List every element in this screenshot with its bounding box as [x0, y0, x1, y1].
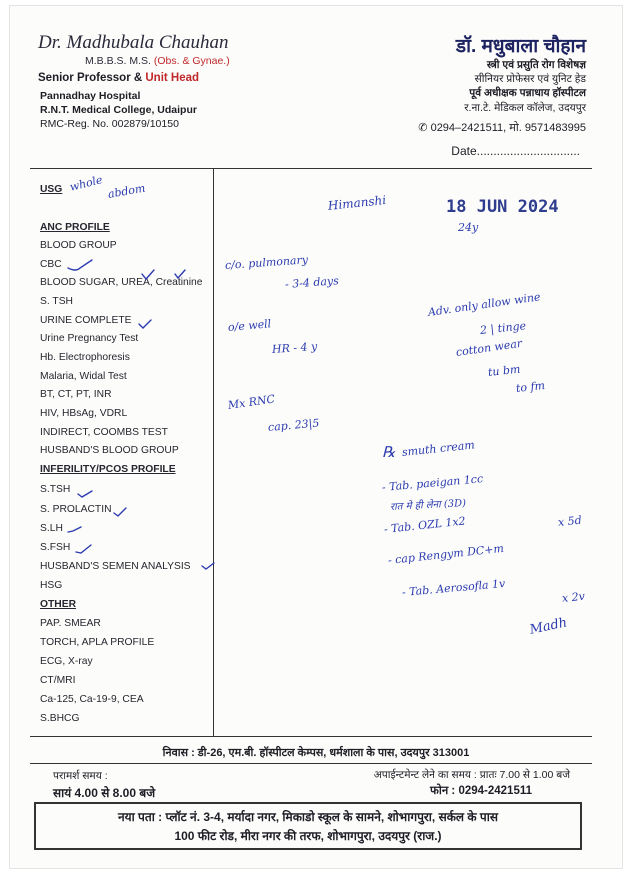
date-field: Date............................... — [451, 144, 580, 158]
hospital-name: Pannadhay Hospital — [40, 90, 141, 102]
test-bt-ct-pt: BT, CT, PT, INR — [40, 389, 112, 400]
test-s-fsh: S.FSH — [40, 542, 71, 553]
test-cbc: CBC — [40, 259, 62, 270]
hw-usg-note-1: whole — [68, 173, 104, 194]
consultation-time: सायं 4.00 से 8.00 बजे — [53, 786, 156, 800]
test-blood-sugar: BLOOD SUGAR, UREA, Creatinine — [40, 277, 203, 288]
other-heading: OTHER — [40, 599, 77, 610]
hw-advice-3: cotton wear — [455, 336, 523, 359]
tick-infert-tsh — [78, 491, 92, 497]
college-hi: र.ना.टे. मेडिकल कॉलेज, उदयपुर — [464, 102, 586, 114]
test-ct-mri: CT/MRI — [40, 675, 76, 686]
tick-creatinine — [175, 270, 185, 278]
hw-history: HR - 4 y — [271, 339, 318, 356]
consultation-label: परामर्श समय : — [53, 770, 108, 782]
hw-advice-1: Adv. only allow wine — [427, 290, 542, 319]
college-name: R.N.T. Medical College, Udaipur — [40, 104, 197, 116]
test-hsg: HSG — [40, 580, 63, 591]
hw-med-1: smuth cream — [401, 438, 476, 459]
hw-advice-2: 2 | tinge — [479, 319, 527, 337]
handwritten-ticks — [10, 6, 230, 606]
hw-complaint: c/o. pulmonary — [224, 253, 309, 272]
footer-phone: फोन : 0294-2421511 — [430, 785, 532, 797]
residence-address: निवास : डी-26, एम.बी. हॉस्पीटल केम्पस, धर्मशाला के पास, उदयपुर 313001 — [162, 747, 470, 759]
test-pap-smear: PAP. SMEAR — [40, 618, 101, 629]
tick-urea — [142, 270, 154, 279]
ex-superintendent-hi: पूर्व अधीक्षक पन्नाधाय हॉस्पीटल — [469, 87, 586, 99]
quals-specialty: (Obs. & Gynae.) — [153, 55, 230, 67]
footer-divider — [30, 763, 592, 764]
test-malaria-widal: Malaria, Widal Test — [40, 371, 127, 382]
hw-med-2: - Tab. paeigan 1cc — [381, 472, 484, 494]
test-bhcg: S.BHCG — [40, 713, 80, 724]
hw-patient-name: Himanshi — [327, 192, 387, 213]
test-urine-complete: URINE COMPLETE — [40, 315, 132, 326]
hw-med-2-note: रात मे ही लेना (3D) — [389, 498, 467, 513]
test-s-lh: S.LH — [40, 523, 63, 534]
hw-med-3: - Tab. OZL 1x2 — [383, 514, 467, 536]
test-ecg-xray: ECG, X-ray — [40, 656, 93, 667]
test-semen-analysis: HUSBAND'S SEMEN ANALYSIS — [40, 561, 191, 572]
test-hiv: HIV, HBsAg, VDRL — [40, 408, 128, 419]
hw-advice-5: to fm — [515, 378, 546, 395]
tick-lh — [68, 527, 81, 532]
prescription-sheet — [10, 6, 622, 868]
hw-duration: - 3-4 days — [284, 274, 340, 291]
registration-number: RMC-Reg. No. 002879/10150 — [40, 118, 179, 130]
hw-exam: o/e well — [227, 317, 272, 334]
hw-rx-symbol: ℞ — [382, 443, 396, 461]
test-husband-blood-group: HUSBAND'S BLOOD GROUP — [40, 445, 179, 456]
hw-med-5-duration: x 2v — [561, 589, 586, 605]
specialty-hi: स्त्री एवं प्रसुति रोग विशेषज्ञ — [486, 59, 586, 71]
new-address-box — [34, 802, 582, 850]
doctor-name-en: Dr. Madhubala Chauhan — [38, 32, 229, 53]
test-hb-electrophoresis: Hb. Electrophoresis — [40, 352, 130, 363]
hw-med-4: - cap Rengym DC+m — [387, 541, 505, 567]
hw-med-5: - Tab. Aerosofla 1v — [401, 577, 506, 599]
tick-semen — [202, 563, 214, 569]
new-address-line-2: 100 फीट रोड, मीरा नगर की तरफ, शोभागपुरा, उदयपुर (राज.) — [174, 829, 442, 843]
usg-heading: USG — [40, 184, 63, 195]
hw-signature: Madh — [528, 615, 569, 638]
appointment-time: अपाईन्टमेन्ट लेने का समय : प्रातः 7.00 से 1.00 बजे — [373, 769, 570, 781]
title-highlight: Unit Head — [145, 72, 200, 84]
test-blood-group: BLOOD GROUP — [40, 240, 117, 251]
quals-text: M.B.B.S. M.S. — [85, 55, 154, 67]
title-text: Senior Professor & — [38, 72, 146, 84]
new-address-line-1: नया पता : प्लॉट नं. 3-4, मर्यादा नगर, मिकाडो स्कूल के सामने, शोभागपुरा, सर्कल के पास — [118, 810, 498, 824]
hw-advice-4: tu bm — [487, 362, 521, 379]
date-stamp: 18 JUN 2024 — [446, 197, 559, 217]
test-urine-pregnancy: Urine Pregnancy Test — [40, 333, 139, 344]
test-tumor-markers: Ca-125, Ca-19-9, CEA — [40, 694, 144, 705]
tick-prolactin — [114, 508, 126, 516]
hw-med-3-duration: x 5d — [557, 513, 583, 529]
infertility-heading: INFERILITY/PCOS PROFILE — [40, 464, 176, 475]
title-hi: सीनियर प्रोफेसर एवं युनिट हेड — [474, 73, 586, 85]
anc-profile-heading: ANC PROFILE — [40, 222, 110, 233]
contact-phone: ✆ 0294–2421511, मो. 9571483995 — [418, 122, 586, 134]
tick-cbc — [68, 260, 92, 270]
hw-cap: cap. 23|5 — [267, 416, 320, 434]
test-infert-s-tsh: S.TSH — [40, 484, 71, 495]
test-s-tsh: S. TSH — [40, 296, 73, 307]
test-torch: TORCH, APLA PROFILE — [40, 637, 155, 648]
tick-urine — [139, 320, 151, 328]
test-coombs: INDIRECT, COOMBS TEST — [40, 427, 168, 438]
hw-usg-note-2: abdom — [106, 181, 147, 201]
tick-fsh — [76, 545, 91, 553]
doctor-name-hi: डॉ. मधुबाला चौहान — [455, 36, 586, 57]
hw-mx: Mx RNC — [227, 392, 276, 412]
body-bottom-divider — [30, 736, 592, 737]
test-prolactin: S. PROLACTIN — [40, 504, 112, 515]
hw-age: 24y — [458, 221, 479, 234]
